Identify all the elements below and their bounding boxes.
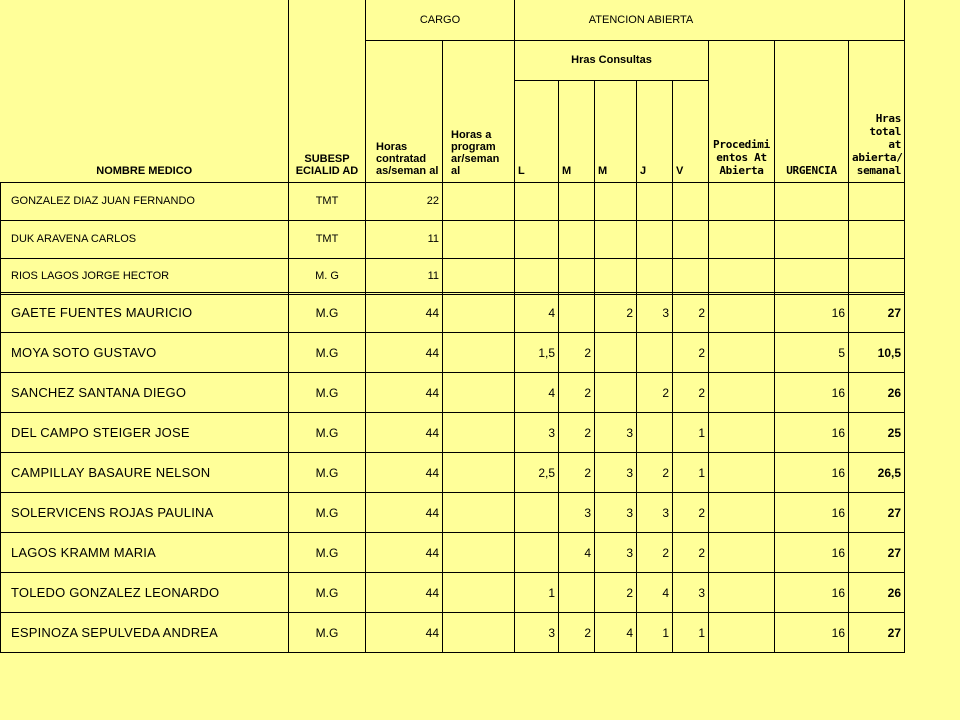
subespecialidad: TMT: [289, 182, 366, 220]
day-v-value: 2: [673, 373, 709, 413]
table-row: [1, 182, 905, 220]
day-l-value: 4: [515, 373, 559, 413]
procedimientos-value: [709, 533, 775, 573]
subespecialidad: M.G: [289, 333, 366, 373]
day-m1-value: 2: [559, 413, 595, 453]
day-m2-value: [595, 333, 637, 373]
horas-contratadas: 44: [366, 453, 443, 493]
day-j-value: [637, 413, 673, 453]
day-l-value: 1,5: [515, 333, 559, 373]
table-row: [1, 533, 905, 573]
table-row: [1, 613, 905, 653]
subespecialidad: M.G: [289, 373, 366, 413]
urgencia-value: 16: [775, 413, 849, 453]
horas-programar: [443, 533, 515, 573]
doctor-name: ESPINOZA SEPULVEDA ANDREA: [1, 613, 289, 653]
day-v-value: 2: [673, 533, 709, 573]
procedimientos-value: [709, 293, 775, 333]
subespecialidad: M.G: [289, 453, 366, 493]
subespecialidad: M.G: [289, 293, 366, 333]
table-row: [1, 453, 905, 493]
day-l-value: 2,5: [515, 453, 559, 493]
day-v-value: 2: [673, 333, 709, 373]
header-hras-total: Hras total at abierta/ semanal: [849, 40, 905, 182]
doctor-name: DEL CAMPO STEIGER JOSE: [1, 413, 289, 453]
table-row: [1, 373, 905, 413]
header-hras-consultas: Hras Consultas: [515, 40, 709, 80]
day-v-value: 3: [673, 573, 709, 613]
doctor-name: RIOS LAGOS JORGE HECTOR: [1, 258, 289, 294]
horas-programar: [443, 373, 515, 413]
day-l-value: 3: [515, 413, 559, 453]
day-m2-value: 3: [595, 453, 637, 493]
day-v-value: 2: [673, 293, 709, 333]
doctor-name: SOLERVICENS ROJAS PAULINA: [1, 493, 289, 533]
header-day-v: V: [673, 80, 709, 182]
day-j-value: 1: [637, 613, 673, 653]
horas-programar: [443, 493, 515, 533]
total-value: 26: [849, 573, 905, 613]
day-l-value: 1: [515, 573, 559, 613]
horas-contratadas: 44: [366, 573, 443, 613]
schedule-table-bottom: [0, 292, 905, 653]
procedimientos-value: [709, 333, 775, 373]
day-v-value: 2: [673, 493, 709, 533]
horas-contratadas: 11: [366, 258, 443, 294]
subespecialidad: M.G: [289, 613, 366, 653]
day-j-value: 2: [637, 453, 673, 493]
day-m2-value: 3: [595, 533, 637, 573]
total-value: 10,5: [849, 333, 905, 373]
schedule-table-top: [0, 0, 905, 295]
horas-contratadas: 44: [366, 293, 443, 333]
day-l-value: [515, 493, 559, 533]
urgencia-value: 16: [775, 493, 849, 533]
horas-contratadas: 44: [366, 413, 443, 453]
doctor-name: GAETE FUENTES MAURICIO: [1, 293, 289, 333]
urgencia-value: 16: [775, 453, 849, 493]
doctor-name: DUK ARAVENA CARLOS: [1, 220, 289, 258]
day-m1-value: 4: [559, 533, 595, 573]
total-value: 26: [849, 373, 905, 413]
header-atencion-abierta: ATENCION ABIERTA: [515, 0, 905, 40]
doctor-name: SANCHEZ SANTANA DIEGO: [1, 373, 289, 413]
header-day-m2: M: [595, 80, 637, 182]
urgencia-value: 16: [775, 573, 849, 613]
table-row: [1, 220, 905, 258]
procedimientos-value: [709, 613, 775, 653]
day-m1-value: 2: [559, 453, 595, 493]
day-m2-value: 2: [595, 573, 637, 613]
header-cargo: CARGO: [366, 0, 515, 40]
table-row: [1, 573, 905, 613]
horas-programar: [443, 413, 515, 453]
subespecialidad: M.G: [289, 533, 366, 573]
day-m1-value: [559, 573, 595, 613]
urgencia-value: 16: [775, 373, 849, 413]
subespecialidad: TMT: [289, 220, 366, 258]
urgencia-value: 16: [775, 293, 849, 333]
day-l-value: 4: [515, 293, 559, 333]
day-j-value: 4: [637, 573, 673, 613]
day-l-value: [515, 533, 559, 573]
header-urgencia: URGENCIA: [775, 40, 849, 182]
total-value: 25: [849, 413, 905, 453]
doctor-name: TOLEDO GONZALEZ LEONARDO: [1, 573, 289, 613]
horas-contratadas: 11: [366, 220, 443, 258]
day-j-value: 2: [637, 373, 673, 413]
procedimientos-value: [709, 373, 775, 413]
day-m2-value: 2: [595, 293, 637, 333]
day-m1-value: 2: [559, 373, 595, 413]
day-j-value: 2: [637, 533, 673, 573]
day-v-value: 1: [673, 613, 709, 653]
day-m2-value: 4: [595, 613, 637, 653]
horas-contratadas: 22: [366, 182, 443, 220]
header-horas-programar: Horas a program ar/seman al: [443, 40, 515, 182]
procedimientos-value: [709, 413, 775, 453]
doctor-name: LAGOS KRAMM MARIA: [1, 533, 289, 573]
day-m1-value: 3: [559, 493, 595, 533]
urgencia-value: 16: [775, 613, 849, 653]
table-row: [1, 293, 905, 333]
urgencia-value: 16: [775, 533, 849, 573]
day-m1-value: 2: [559, 333, 595, 373]
total-value: 27: [849, 293, 905, 333]
header-horas-contratadas: Horas contratad as/seman al: [366, 40, 443, 182]
header-day-j: J: [637, 80, 673, 182]
day-m2-value: 3: [595, 413, 637, 453]
subespecialidad: M. G: [289, 258, 366, 294]
day-j-value: 3: [637, 293, 673, 333]
total-value: 27: [849, 613, 905, 653]
doctor-name: MOYA SOTO GUSTAVO: [1, 333, 289, 373]
horas-contratadas: 44: [366, 333, 443, 373]
header-procedimientos: Procedimi entos At Abierta: [709, 40, 775, 182]
day-m2-value: 3: [595, 493, 637, 533]
day-m1-value: [559, 293, 595, 333]
day-j-value: 3: [637, 493, 673, 533]
horas-programar: [443, 333, 515, 373]
table-row: [1, 333, 905, 373]
day-m2-value: [595, 373, 637, 413]
day-l-value: 3: [515, 613, 559, 653]
horas-contratadas: 44: [366, 493, 443, 533]
horas-contratadas: 44: [366, 613, 443, 653]
table-row: [1, 413, 905, 453]
subespecialidad: M.G: [289, 573, 366, 613]
horas-contratadas: 44: [366, 533, 443, 573]
doctor-name: CAMPILLAY BASAURE NELSON: [1, 453, 289, 493]
urgencia-value: 5: [775, 333, 849, 373]
horas-programar: [443, 613, 515, 653]
day-v-value: 1: [673, 413, 709, 453]
horas-programar: [443, 293, 515, 333]
subespecialidad: M.G: [289, 413, 366, 453]
doctor-name: GONZALEZ DIAZ JUAN FERNANDO: [1, 182, 289, 220]
procedimientos-value: [709, 573, 775, 613]
header-day-l: L: [515, 80, 559, 182]
header-nombre-medico: NOMBRE MEDICO: [1, 0, 289, 182]
total-value: 27: [849, 533, 905, 573]
table-row: [1, 258, 905, 294]
day-m1-value: 2: [559, 613, 595, 653]
total-value: 27: [849, 493, 905, 533]
procedimientos-value: [709, 493, 775, 533]
total-value: 26,5: [849, 453, 905, 493]
header-subespecialidad: SUBESP ECIALID AD: [289, 0, 366, 182]
horas-programar: [443, 573, 515, 613]
day-v-value: 1: [673, 453, 709, 493]
day-j-value: [637, 333, 673, 373]
procedimientos-value: [709, 453, 775, 493]
header-day-m1: M: [559, 80, 595, 182]
subespecialidad: M.G: [289, 493, 366, 533]
table-row: [1, 493, 905, 533]
horas-contratadas: 44: [366, 373, 443, 413]
horas-programar: [443, 453, 515, 493]
